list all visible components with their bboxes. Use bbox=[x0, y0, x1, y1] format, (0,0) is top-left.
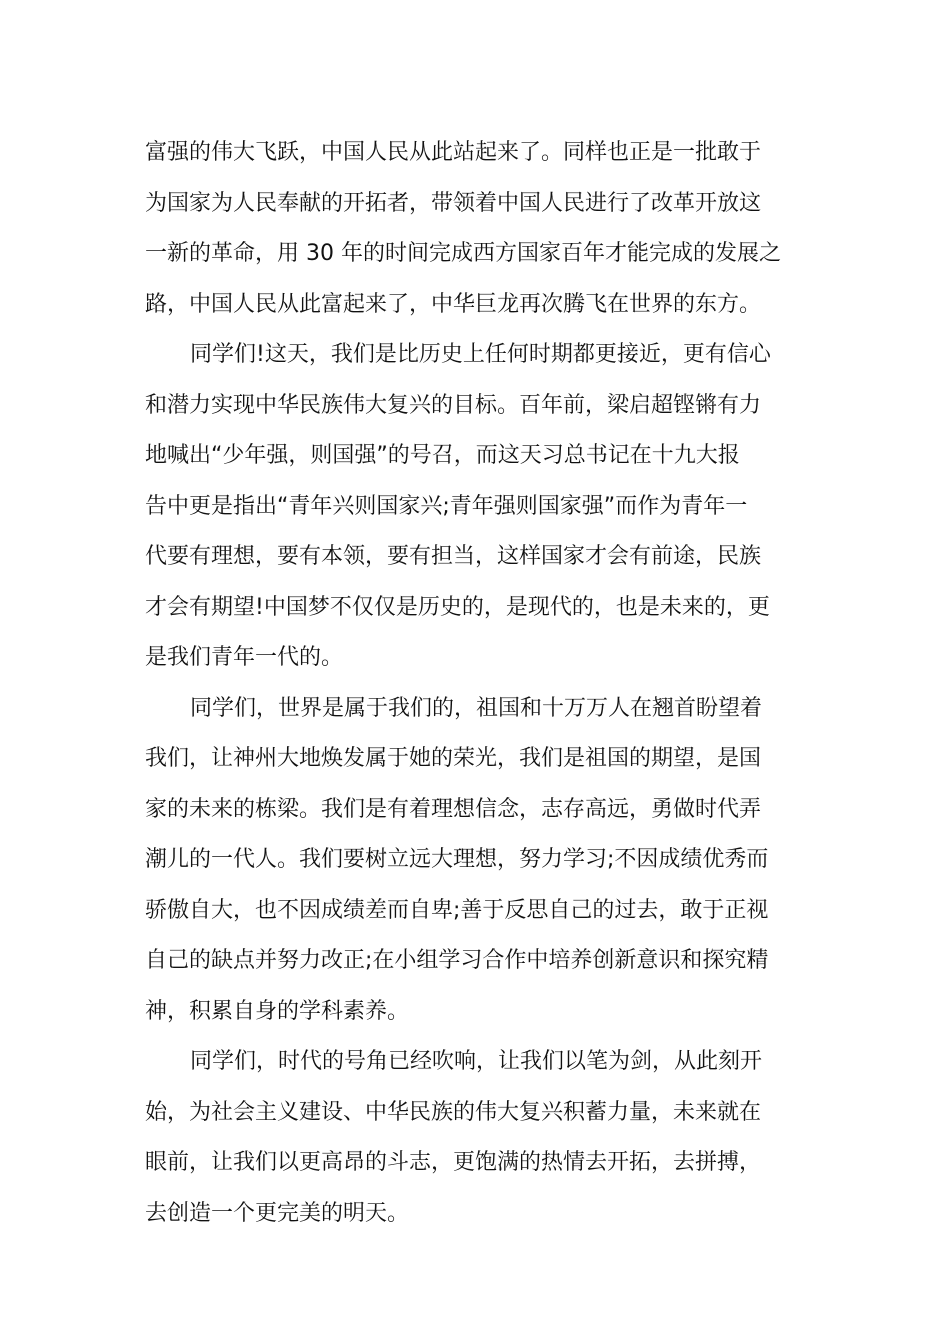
paragraph-first-line: 同学们!这天，我们是比历史上任何时期都更接近，更有信心 bbox=[190, 342, 771, 367]
text-line: 富强的伟大飞跃，中国人民从此站起来了。同样也正是一批敢于 bbox=[145, 140, 762, 165]
text-line: 去创造一个更完美的明天。 bbox=[145, 1200, 410, 1226]
document-body bbox=[145, 128, 790, 1239]
text-line: 和潜力实现中华民族伟大复兴的目标。百年前，梁启超铿锵有力 bbox=[145, 392, 762, 418]
text-line: 为国家为人民奉献的开拓者，带领着中国人民进行了改革开放这 bbox=[145, 190, 762, 216]
text-line: 自己的缺点并努力改正;在小组学习合作中培养创新意识和探究精 bbox=[145, 948, 769, 973]
text-line: 才会有期望!中国梦不仅仅是历史的，是现代的，也是未来的，更 bbox=[145, 594, 770, 620]
text-line: 路，中国人民从此富起来了，中华巨龙再次腾飞在世界的东方。 bbox=[145, 291, 762, 317]
text-line: 地喊出“少年强，则国强”的号召，而这天习总书记在十九大报 bbox=[145, 443, 740, 468]
text-line: 家的未来的栋梁。我们是有着理想信念，志存高远，勇做时代弄 bbox=[145, 796, 762, 822]
text-line: 告中更是指出“青年兴则国家兴;青年强则国家强”而作为青年一 bbox=[145, 493, 748, 519]
text-line: 是我们青年一代的。 bbox=[145, 645, 344, 670]
text-line: 一新的革命，用 30 年的时间完成西方国家百年才能完成的发展之 bbox=[145, 241, 781, 266]
text-line: 神，积累自身的学科素养。 bbox=[145, 998, 410, 1024]
text-line: 我们，让神州大地焕发属于她的荣光，我们是祖国的期望，是国 bbox=[145, 746, 762, 771]
paragraph-first-line: 同学们，时代的号角已经吹响，让我们以笔为剑，从此刻开 bbox=[190, 1049, 763, 1074]
text-line: 潮儿的一代人。我们要树立远大理想，努力学习;不因成绩优秀而 bbox=[145, 847, 769, 872]
text-line: 代要有理想，要有本领，要有担当，这样国家才会有前途，民族 bbox=[145, 544, 762, 569]
text-line: 骄傲自大，也不因成绩差而自卑;善于反思自己的过去，敢于正视 bbox=[145, 897, 769, 923]
text-line: 始，为社会主义建设、中华民族的伟大复兴积蓄力量，未来就在 bbox=[145, 1099, 762, 1125]
text-line: 眼前，让我们以更高昂的斗志，更饱满的热情去开拓，去拼搏， bbox=[145, 1150, 762, 1175]
paragraph-first-line: 同学们，世界是属于我们的，祖国和十万万人在翘首盼望着 bbox=[190, 695, 763, 721]
